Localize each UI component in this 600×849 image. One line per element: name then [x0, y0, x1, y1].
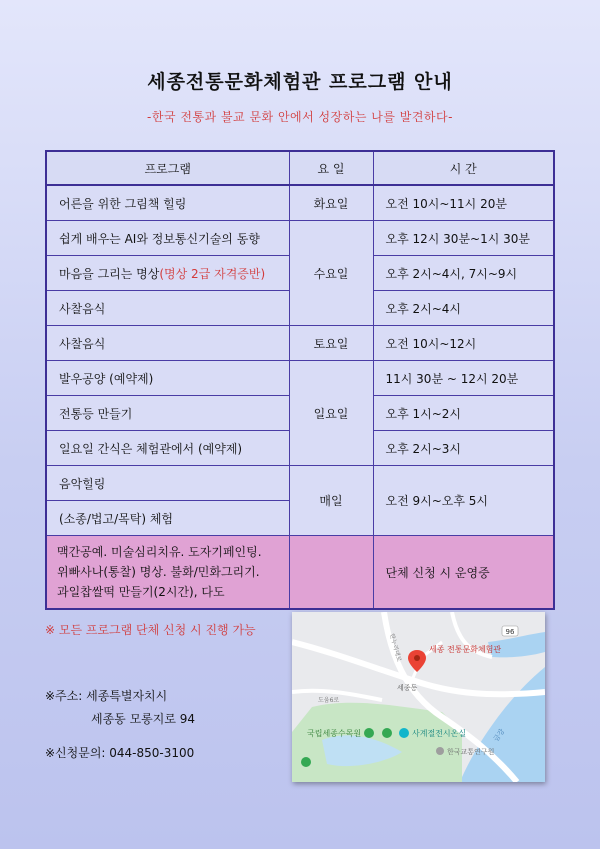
program-table [45, 150, 555, 610]
header-program: 프로그램 [46, 151, 289, 185]
table-row [46, 221, 554, 256]
table-row-group [46, 536, 554, 610]
address-line2: 세종동 모롱지로 94 [91, 712, 196, 726]
time-cell: 오후 2시~4시, 7시~9시 [373, 256, 554, 291]
program-note: (명상 2급 자격증반) [159, 266, 266, 281]
time-cell: 오전 10시~11시 20분 [373, 185, 554, 221]
group-program-line: 위빠사나(통찰) 명상. 불화/민화그리기. [57, 565, 260, 579]
program-cell: 전통등 만들기 [46, 396, 289, 431]
map-vertical-road-label: 한누리대로 [388, 632, 403, 663]
program-cell [46, 256, 289, 291]
table-header-row [46, 151, 554, 185]
header-time: 시 간 [373, 151, 554, 185]
program-cell: (소종/법고/목탁) 체험 [46, 501, 289, 536]
road-badge-label: 96 [505, 628, 515, 636]
location-map[interactable] [292, 612, 545, 782]
day-cell: 토요일 [289, 326, 373, 361]
map-road-label: 세종동 [397, 684, 418, 692]
table-row [46, 361, 554, 396]
day-cell: 수요일 [289, 221, 373, 326]
map-arboretum-label: 국립세종수목원 [307, 729, 362, 738]
program-cell: 사찰음식 [46, 326, 289, 361]
program-cell: 일요일 간식은 체험관에서 (예약제) [46, 431, 289, 466]
time-cell: 오전 10시~12시 [373, 326, 554, 361]
time-cell: 11시 30분 ~ 12시 20분 [373, 361, 554, 396]
day-cell: 매일 [289, 466, 373, 536]
tree-icon[interactable] [364, 728, 374, 738]
time-cell: 오전 9시~오후 5시 [373, 466, 554, 536]
program-cell: 쉽게 배우는 AI와 정보통신기술의 동향 [46, 221, 289, 256]
cafe-icon[interactable] [399, 728, 409, 738]
program-cell: 발우공양 (예약제) [46, 361, 289, 396]
day-cell: 일요일 [289, 361, 373, 466]
map-cafe-label: 사계절전시온실 [412, 729, 467, 738]
building-icon[interactable] [436, 747, 444, 755]
map-side-label: 도움6로 [318, 697, 340, 704]
flower-icon[interactable] [382, 728, 392, 738]
day-cell: 화요일 [289, 185, 373, 221]
group-program-cell [46, 536, 289, 610]
group-program-line: 맥간공예. 미술심리치유. 도자기페인팅. [57, 545, 262, 559]
table-row [46, 185, 554, 221]
contact-text: ※신청문의: 044-850-3100 [45, 746, 195, 760]
table-row [46, 466, 554, 501]
map-place-label: 세종 전통문화체험관 [429, 645, 502, 654]
address-label: ※주소: 세종특별자치시 [45, 689, 168, 703]
program-cell: 어른을 위한 그림책 힐링 [46, 185, 289, 221]
notice-text: ※ 모든 프로그램 단체 신청 시 진행 가능 [45, 623, 256, 637]
pin-center [414, 655, 420, 661]
map-graphic [292, 612, 545, 782]
park-marker-icon[interactable] [301, 757, 311, 767]
program-cell: 음악힐링 [46, 466, 289, 501]
time-cell: 오후 2시~4시 [373, 291, 554, 326]
group-day-cell [289, 536, 373, 610]
header-day: 요 일 [289, 151, 373, 185]
page-subtitle: -한국 전통과 불교 문화 안에서 성장하는 나를 발견하다- [147, 110, 453, 124]
group-time-cell: 단체 신청 시 운영중 [373, 536, 554, 610]
time-cell: 오후 12시 30분~1시 30분 [373, 221, 554, 256]
page-title: 세종전통문화체험관 프로그램 안내 [147, 71, 453, 93]
group-program-line: 과일찹쌀떡 만들기(2시간), 다도 [57, 585, 225, 599]
program-name: 마음을 그리는 명상 [59, 266, 160, 281]
time-cell: 오후 2시~3시 [373, 431, 554, 466]
map-institute-label: 한국교통연구원 [447, 748, 495, 756]
time-cell: 오후 1시~2시 [373, 396, 554, 431]
program-cell: 사찰음식 [46, 291, 289, 326]
table-row [46, 326, 554, 361]
map-river-label: 금강 [492, 727, 507, 744]
